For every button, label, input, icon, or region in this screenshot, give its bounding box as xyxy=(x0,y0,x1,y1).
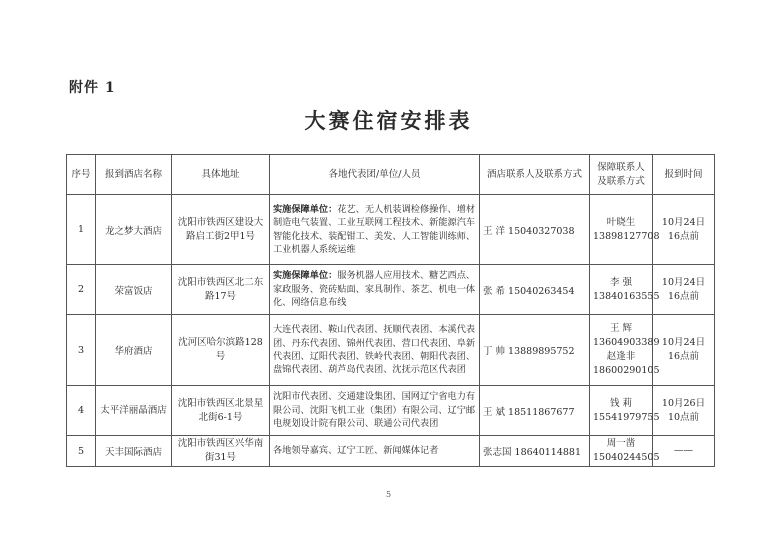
address-line: 沈阳市铁西区北景星 xyxy=(177,397,264,409)
cell-guarantee-contact xyxy=(590,386,660,436)
cell-address xyxy=(172,195,270,265)
cell-hotel: 太平洋丽晶酒店 xyxy=(96,386,172,436)
address-line: 沈阳市铁西区建设大 xyxy=(177,216,264,228)
cell-hotel: 华府酒店 xyxy=(96,315,172,386)
cell-guarantee-contact xyxy=(590,195,660,265)
table-row xyxy=(67,315,715,386)
cell-hotel-contact: 王 洋 15040327038 xyxy=(480,195,590,265)
guarantee-line: 13840163555 xyxy=(593,290,660,302)
cell-reps xyxy=(270,436,480,467)
table-row xyxy=(67,386,715,436)
cell-report-time xyxy=(653,436,715,467)
guarantee-line: 钱 莉 xyxy=(609,397,633,409)
reps-text: 服务机器人应用技术、糖艺西点、家政服务、瓷砖贴面、家具制作、茶艺、机电一体化、网络信息布线 xyxy=(273,270,476,309)
guarantee-line: 叶晓生 xyxy=(606,216,636,228)
guarantee-line: 18600290105 xyxy=(593,365,660,376)
reps-bold-label: 实施保障单位： xyxy=(273,270,338,282)
reps-bold-label: 实施保障单位： xyxy=(273,203,338,215)
cell-address xyxy=(172,265,270,315)
cell-guarantee-contact xyxy=(590,436,660,467)
time-line: —— xyxy=(674,445,693,456)
header-guarantee-line-1: 保障联系人 xyxy=(597,161,645,173)
address-line: 路启工街2甲1号 xyxy=(185,230,256,242)
cell-hotel-contact: 张志国 18640114881 xyxy=(480,436,590,467)
cell-guarantee-contact xyxy=(590,265,660,315)
header-hotel-contact: 酒店联系人及联系方式 xyxy=(480,155,590,195)
guarantee-line: 13604903389 xyxy=(593,337,660,348)
cell-reps xyxy=(270,315,480,386)
cell-no: 3 xyxy=(67,315,96,386)
header-address: 具体地址 xyxy=(172,155,270,195)
cell-reps xyxy=(270,265,480,315)
time-line: 10点前 xyxy=(667,411,700,423)
cell-no: 1 xyxy=(67,195,96,265)
table-row xyxy=(67,195,715,265)
time-line: 16点前 xyxy=(667,351,700,362)
cell-guarantee-contact xyxy=(590,315,660,386)
table-row xyxy=(67,265,715,315)
guarantee-line: 13898127708 xyxy=(593,230,660,242)
attachment-label: 附件 1 xyxy=(69,80,116,96)
document-title: 大赛住宿安排表 xyxy=(304,108,473,133)
address-line: 沈阳市铁西区北二东 xyxy=(177,276,264,288)
cell-report-time xyxy=(653,265,715,315)
address-line: 沈阳市铁西区兴华南 xyxy=(177,438,264,449)
guarantee-line: 赵逢非 xyxy=(606,351,636,362)
table-row xyxy=(67,436,715,467)
table-header-row xyxy=(67,155,715,195)
time-line: 10月24日 xyxy=(661,337,706,348)
cell-report-time xyxy=(653,315,715,386)
address-line: 沈河区哈尔滨路128号 xyxy=(178,337,263,362)
header-reps: 各地代表团/单位/人员 xyxy=(270,155,480,195)
reps-text: 沈阳市代表团、交通建设集团、国网辽宁省电力有限公司、沈阳飞机工业（集团）有限公司、辽宁邮电规划设计院有限公司、联通公司代表团 xyxy=(273,391,476,430)
time-line: 10月24日 xyxy=(661,216,706,228)
cell-no: 2 xyxy=(67,265,96,315)
cell-report-time xyxy=(653,195,715,265)
cell-no: 5 xyxy=(67,436,96,467)
guarantee-line: 周一凿 xyxy=(606,438,636,449)
time-line: 10月24日 xyxy=(661,276,706,288)
time-line: 16点前 xyxy=(667,230,700,242)
header-hotel: 报到酒店名称 xyxy=(96,155,172,195)
reps-text: 大连代表团、鞍山代表团、抚顺代表团、本溪代表团、丹东代表团、锦州代表团、营口代表团、阜新代表团、辽阳代表团、铁岭代表团、朝阳代表团、盘锦代表团、葫芦岛代表团、沈抚示范区代表团 xyxy=(273,324,476,376)
cell-reps xyxy=(270,386,480,436)
header-report-time: 报到时间 xyxy=(653,155,715,195)
cell-hotel-contact: 王 斌 18511867677 xyxy=(480,386,590,436)
guarantee-line: 王 辉 xyxy=(609,323,633,334)
reps-text: 花艺、无人机装调检修操作、增材制造电气装置、工业互联网工程技术、新能源汽车智能化技术、装配钳工、美发、人工智能训练师、工业机器人系统运维 xyxy=(273,203,476,255)
cell-no: 4 xyxy=(67,386,96,436)
guarantee-line: 李 强 xyxy=(609,276,633,288)
cell-address xyxy=(172,386,270,436)
header-guarantee-contact xyxy=(590,155,653,195)
address-line: 北街6-1号 xyxy=(198,411,243,423)
cell-report-time xyxy=(653,386,715,436)
address-line: 街31号 xyxy=(204,452,237,463)
guarantee-line: 15541979755 xyxy=(593,411,660,423)
header-no: 序号 xyxy=(67,155,96,195)
time-line: 16点前 xyxy=(667,290,700,302)
cell-hotel: 龙之梦大酒店 xyxy=(96,195,172,265)
header-guarantee-line-2: 及联系方式 xyxy=(597,175,645,187)
page-number: 5 xyxy=(385,490,392,499)
reps-text: 各地领导嘉宾、辽宁工匠、新闻媒体记者 xyxy=(273,445,439,457)
cell-hotel-contact: 丁 帅 13889895752 xyxy=(480,315,590,386)
guarantee-line: 15040244505 xyxy=(593,452,660,463)
time-line: 10月26日 xyxy=(661,397,706,409)
cell-hotel-contact: 张 希 15040263454 xyxy=(480,265,590,315)
cell-address xyxy=(172,315,270,386)
cell-hotel: 天丰国际酒店 xyxy=(96,436,172,467)
cell-reps xyxy=(270,195,480,265)
address-line: 路17号 xyxy=(204,290,237,302)
cell-hotel: 荣富饭店 xyxy=(96,265,172,315)
cell-address xyxy=(172,436,270,467)
accommodation-table xyxy=(66,154,715,467)
